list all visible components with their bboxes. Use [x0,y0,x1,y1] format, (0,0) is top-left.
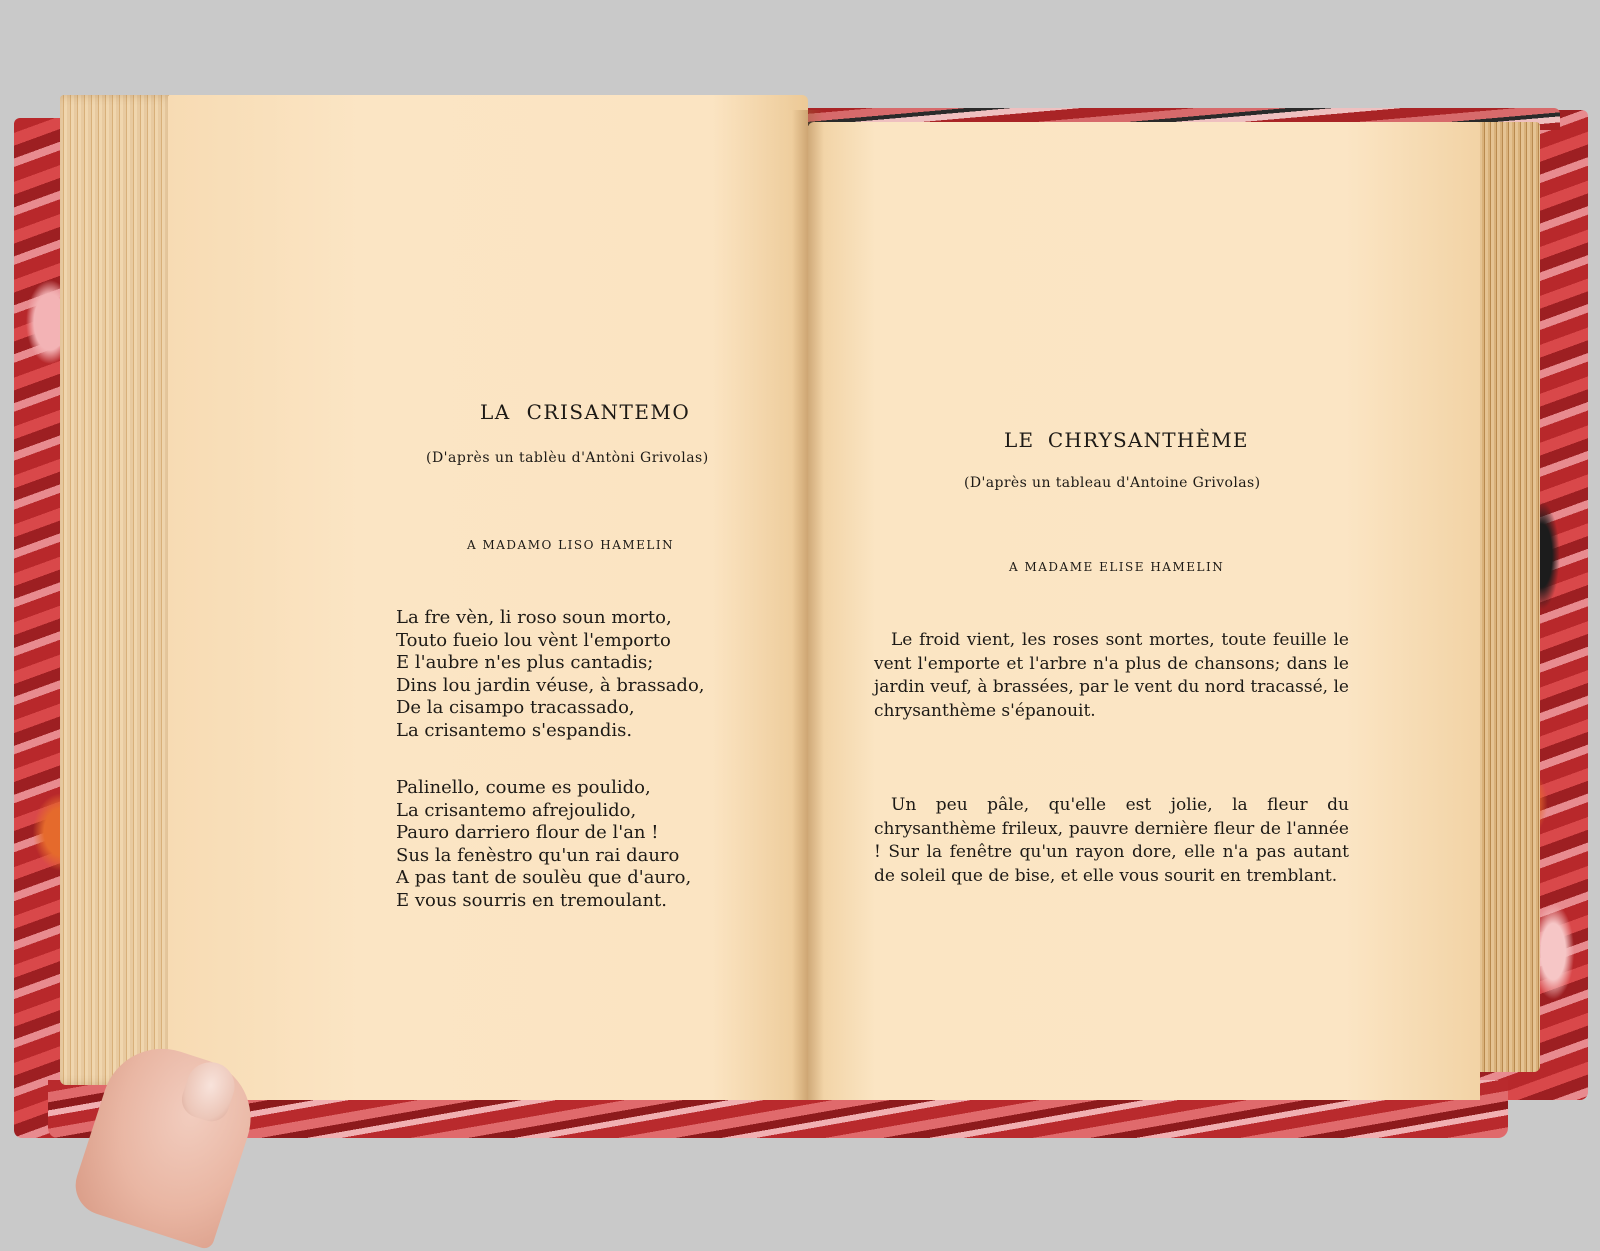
verse-line: La crisantemo s'espandis. [396,719,633,741]
verse-line: E l'aubre n'es plus cantadis; [396,652,654,673]
verse-line: Touto fueio lou vènt l'emporto [396,629,671,651]
verse-line: Palinello, coume es poulido, [396,777,651,798]
left-page-title: LA CRISANTEMO [480,400,691,424]
right-page-title: LE CHRYSANTHÈME [1004,428,1249,452]
verse-line: Sus la fenèstro qu'un rai dauro [396,844,680,866]
verse-line: E vous sourris en tremoulant. [396,889,668,911]
stanza-2 [396,777,691,912]
verse-line: A pas tant de soulèu que d'auro, [396,867,692,888]
verse-line: La crisantemo afrejoulido, [396,799,637,821]
verse-line: Pauro darriero flour de l'an ! [396,822,659,843]
stanza-1 [396,607,705,742]
right-page-subtitle: (D'après un tableau d'Antoine Grivolas) [964,475,1261,491]
verse-line: La fre vèn, li roso soun morto, [396,607,672,628]
page-edges-right [1470,122,1540,1072]
left-page-dedication: A MADAMO LISO HAMELIN [467,538,675,552]
page-edges-left [60,95,178,1085]
left-page-subtitle: (D'après un tablèu d'Antòni Grivolas) [426,450,709,466]
prose-paragraph-2: Un peu pâle, qu'elle est jolie, la fleur du chrysanthème frileux, pauvre dernière fleur de l'année ! Sur la fenêtre qu'un rayon dore, elle n'a pas autant de soleil que de bise, et elle vous sourit en tremblant. [874,795,1349,886]
left-page [168,95,808,1100]
right-page-dedication: A MADAME ELISE HAMELIN [1009,560,1225,574]
verse-line: Dins lou jardin véuse, à brassado, [396,674,705,696]
right-page [808,122,1480,1100]
prose-paragraph-1: Le froid vient, les roses sont mortes, toute feuille le vent l'emporte et l'arbre n'a plus de chansons; dans le jardin veuf, à brassées, par le vent du nord tracassé, le chrysanthème s'épanouit. [874,630,1349,721]
verse-line: De la cisampo tracassado, [396,697,635,718]
book-gutter [792,110,824,1100]
